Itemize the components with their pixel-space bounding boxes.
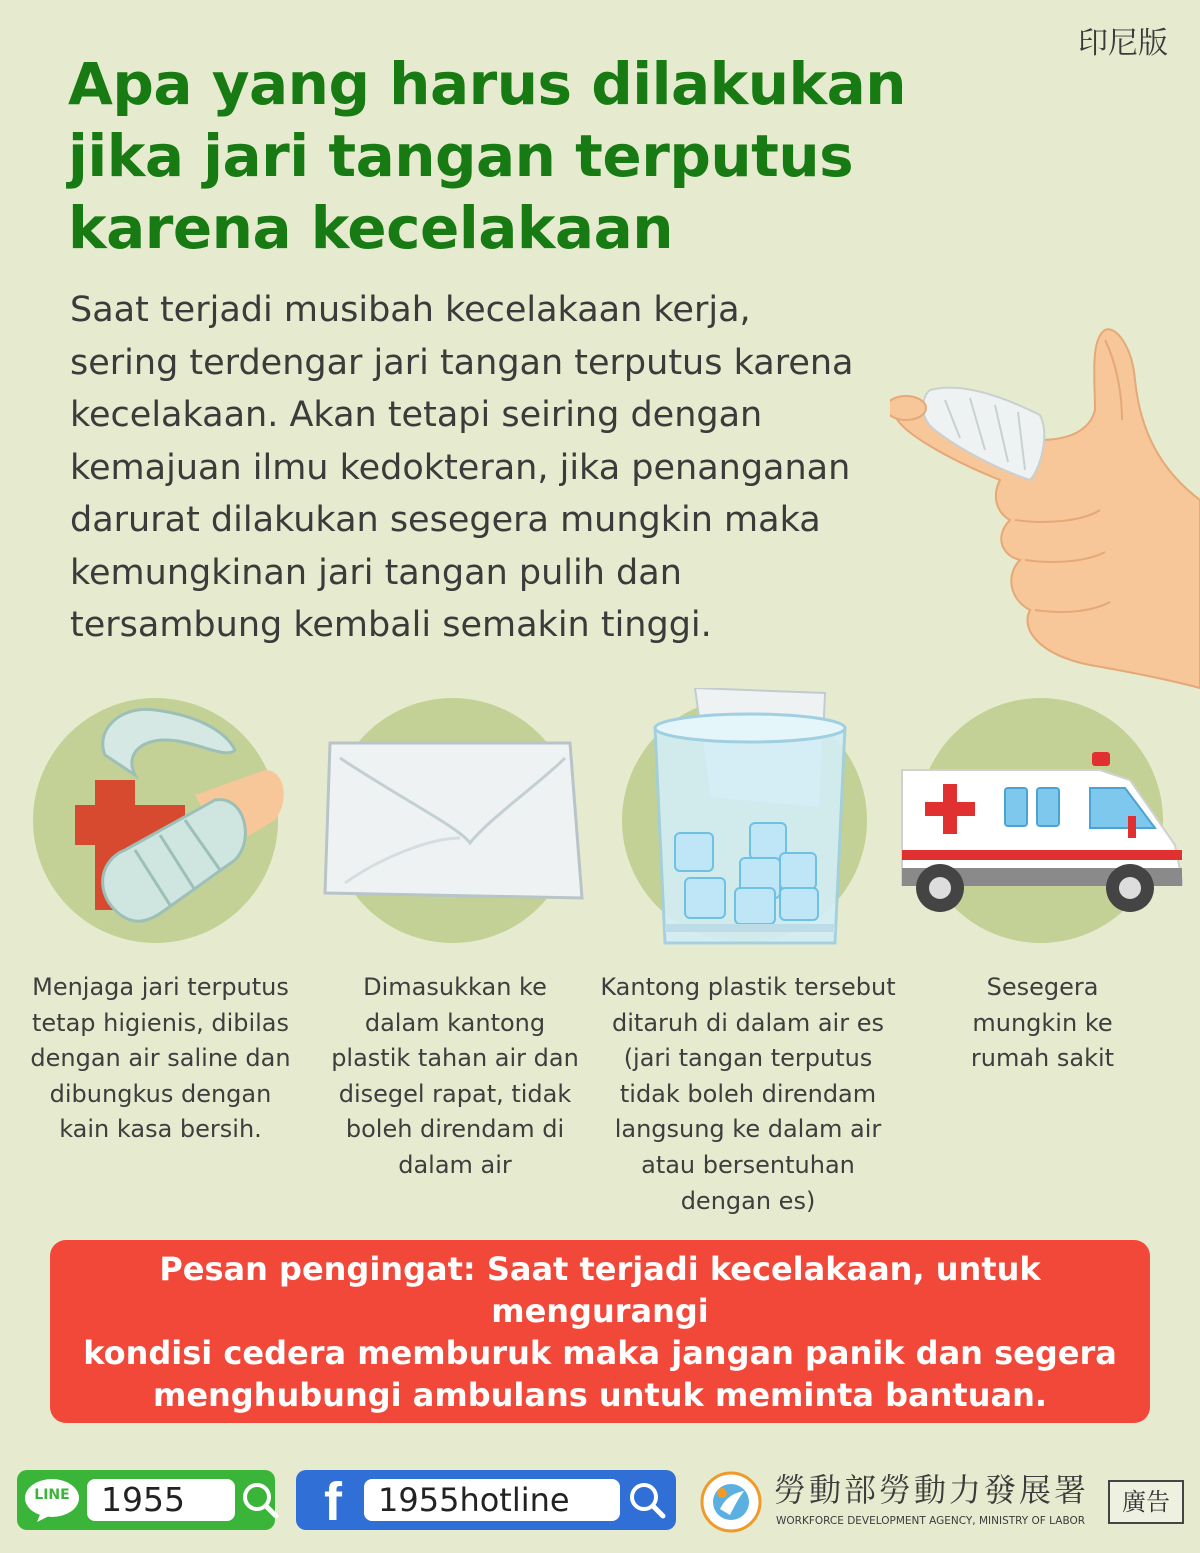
caption-line: tetap higienis, dibilas [31,1008,290,1037]
step-4-caption [930,970,1155,1077]
caption-line: tidak boleh direndam [619,1079,877,1108]
caption-line: rumah sakit [970,1044,1115,1073]
intro-line: darurat dilakukan sesegera mungkin maka [70,500,821,540]
caption-line: ditaruh di dalam air es [612,1008,884,1037]
facebook-search-box[interactable] [296,1470,676,1530]
ambulance-icon [900,750,1185,915]
notice-line: kondisi cedera memburuk maka jangan panik dan segera [83,1333,1117,1372]
line-logo-icon: LINE [23,1478,81,1522]
title-line: jika jari tangan terputus [68,122,854,190]
intro-line: kemajuan ilmu kedokteran, jika penanganan [70,447,851,488]
caption-line: atau bersentuhan [641,1150,855,1179]
intro-paragraph [70,284,950,652]
plastic-bag-icon [320,738,590,908]
ice-water-glass-icon [650,688,850,953]
search-icon[interactable] [241,1481,279,1519]
caption-line: dibungkus dengan [49,1079,272,1108]
caption-line: (jari tangan terputus [623,1044,873,1073]
notice-line: Pesan pengingat: Saat terjadi kecelakaan, untuk mengurangi [159,1249,1041,1330]
ministry-name-en: WORKFORCE DEVELOPMENT AGENCY, MINISTRY OF LABOR [776,1515,1086,1527]
intro-line: kemungkinan jari tangan pulih dan [70,552,682,593]
step-1-caption [18,970,303,1148]
caption-line: Menjaga jari terputus [32,973,289,1001]
ministry-name-zh: 勞動部勞動力發展署 [774,1471,1090,1509]
caption-line: langsung ke dalam air [614,1115,882,1144]
ministry-logo [700,1470,1100,1534]
facebook-id-field[interactable]: 1955hotline [364,1479,620,1521]
caption-line: plastik tahan air dan [331,1044,579,1073]
intro-line: tersambung kembali semakin tinggi. [70,605,712,645]
title-line: karena kecelakaan [68,194,674,262]
caption-line: dengan air saline dan [30,1044,291,1073]
page-title [68,48,968,264]
caption-line: dengan es) [680,1186,816,1215]
search-icon[interactable] [628,1481,666,1519]
caption-line: kain kasa bersih. [59,1115,262,1144]
caption-line: Sesegera [986,973,1099,1001]
caption-line: mungkin ke [972,1008,1113,1037]
caption-line: disegel rapat, tidak [338,1079,572,1108]
step-3-caption [598,970,898,1219]
line-id-field[interactable]: 1955 [87,1479,235,1521]
facebook-logo-icon: f [324,1472,342,1532]
bandaged-hand-illustration [890,320,1200,690]
caption-line: boleh direndam di [345,1115,565,1144]
edition-label: 印尼版 [1078,26,1168,61]
step-2-caption [320,970,590,1184]
notice-line: menghubungi ambulans untuk meminta bantuan. [152,1375,1048,1414]
caption-line: Dimasukkan ke [363,973,547,1001]
intro-line: sering terdengar jari tangan terputus karena [70,342,854,383]
intro-line: Saat terjadi musibah kecelakaan kerja, [70,290,751,330]
caption-line: Kantong plastik tersebut [600,973,896,1001]
title-line: Apa yang harus dilakukan [68,50,907,118]
bandaged-finger-icon [75,700,295,930]
intro-line: kecelakaan. Akan tetapi seiring dengan [70,395,763,435]
caption-line: dalam air [398,1150,512,1179]
reminder-banner [50,1240,1150,1423]
ministry-emblem-icon [700,1471,762,1533]
advertisement-label: 廣告 [1108,1480,1184,1524]
caption-line: dalam kantong [364,1008,546,1037]
line-search-box[interactable] [17,1470,275,1530]
